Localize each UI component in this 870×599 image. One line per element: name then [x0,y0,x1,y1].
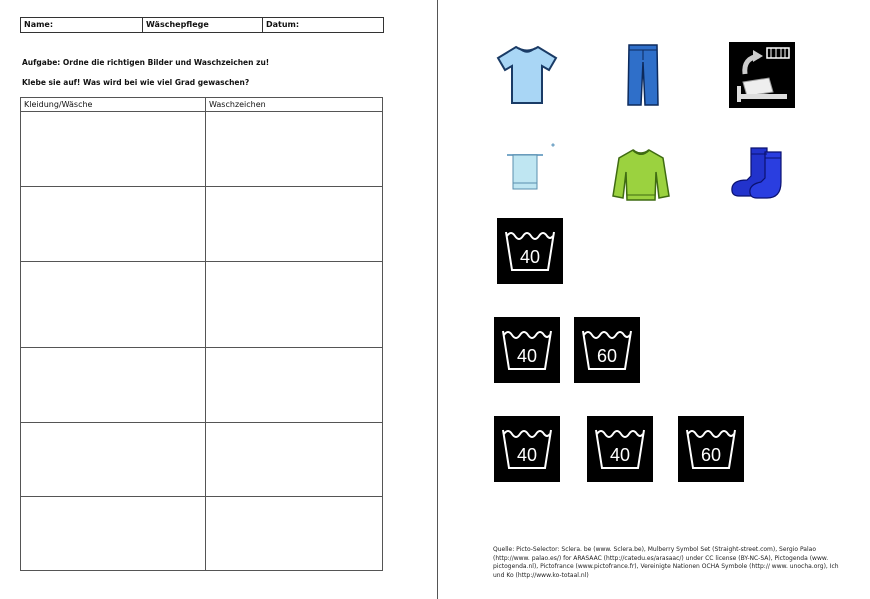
date-label: Datum: [266,20,300,29]
wash-symbol-60-icon[interactable] [678,416,744,482]
topic-title: Wäschepflege [143,18,263,32]
wash-symbol-40-icon[interactable] [494,317,560,383]
t-shirt-icon[interactable] [496,44,558,106]
wash-temperature-label: 40 [519,247,541,267]
clothing-cell[interactable] [21,497,206,571]
table-row [21,262,383,348]
bed-linen-icon[interactable] [729,42,795,108]
symbol-cell[interactable] [206,262,383,348]
wash-symbol-60-icon[interactable] [574,317,640,383]
sorting-table [20,97,383,571]
sweater-icon[interactable] [611,146,671,202]
clothing-cell[interactable] [21,112,206,187]
symbol-cell[interactable] [206,348,383,423]
clothing-cell[interactable] [21,423,206,497]
wash-symbol-40-icon[interactable] [497,218,563,284]
symbol-cell[interactable] [206,423,383,497]
symbol-cell[interactable] [206,187,383,262]
table-row [21,423,383,497]
table-row [21,497,383,571]
socks-icon[interactable] [727,146,787,200]
wash-temperature-label: 40 [516,346,538,366]
task-instruction-1: Aufgabe: Ordne die richtigen Bilder und Waschzeichen zu! [22,58,270,67]
clothing-cell[interactable] [21,348,206,423]
symbol-cell[interactable] [206,112,383,187]
wash-temperature-label: 40 [609,445,631,465]
wash-temperature-label: 40 [516,445,538,465]
clothing-cell[interactable] [21,262,206,348]
towel-icon[interactable] [505,139,561,195]
symbol-cell[interactable] [206,497,383,571]
task-instruction-2: Klebe sie auf! Was wird bei wie viel Grad gewaschen? [22,78,250,87]
wash-symbol-40-icon[interactable] [494,416,560,482]
table-row [21,187,383,262]
table-row [21,112,383,187]
wash-temperature-label: 60 [700,445,722,465]
header-table [20,17,384,33]
table-row [21,348,383,423]
clothing-cell[interactable] [21,187,206,262]
jeans-icon[interactable] [626,44,660,106]
wash-temperature-label: 60 [596,346,618,366]
wash-symbol-40-icon[interactable] [587,416,653,482]
column-header-symbol: Waschzeichen [206,98,383,112]
source-credits: Quelle: Picto-Selector: Sclera. be (www. Sclera.be), Mulberry Symbol Set (Straight-street.com), Sergio Palao (http://www. palao.es/) for ARASAAC (http://catedu.es/arasaac/) under CC license (BY-NC-SA), Pictogenda (www. pictogenda.nl), Pictofrance (www.pictofrance.fr), Vereinigte Nationen OCHA Symbole (http:// www. unocha.org), Ich und Ko (http://www.ko-totaal.nl) [493,546,839,579]
column-header-clothing: Kleidung/Wäsche [21,98,206,112]
name-label: Name: [21,18,143,32]
